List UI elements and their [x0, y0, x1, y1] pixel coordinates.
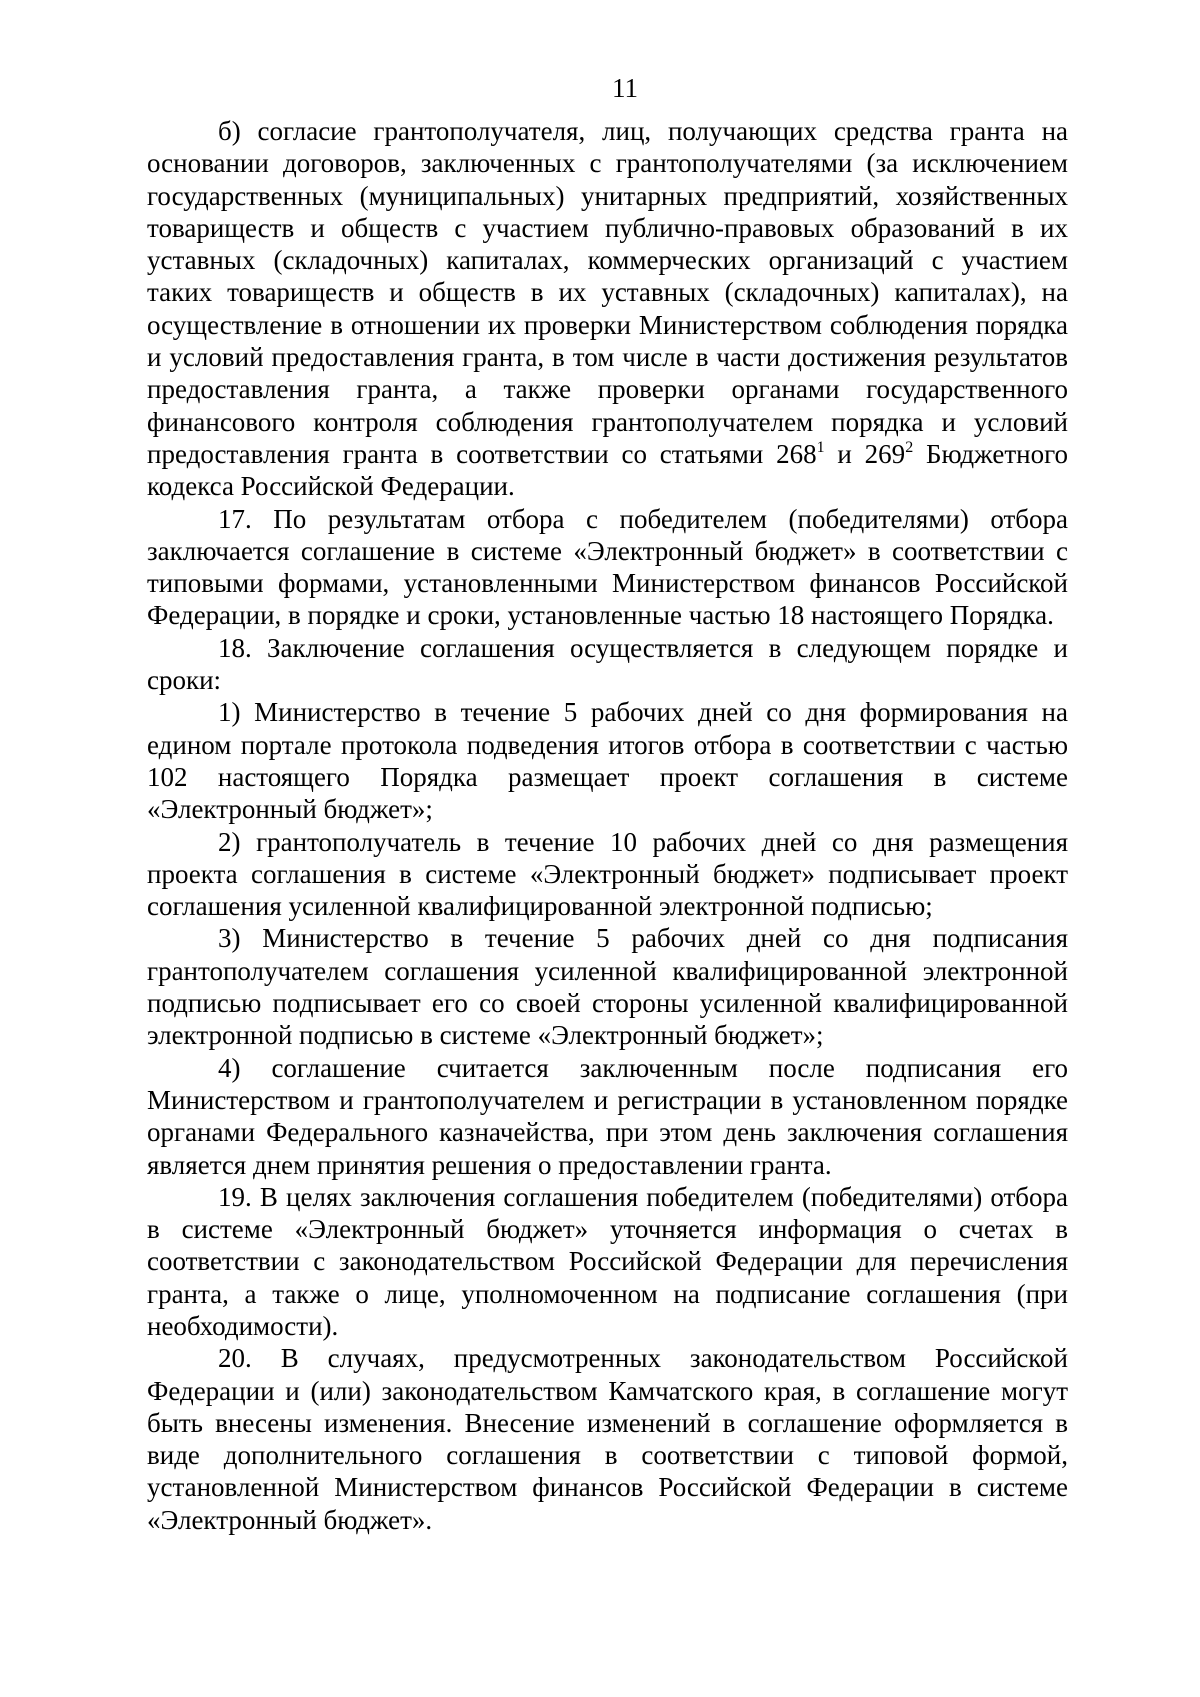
paragraph-20-amendments [147, 1342, 1068, 1536]
list-item-label: 1) [218, 697, 241, 728]
paragraph-label: б) [218, 116, 241, 146]
list-item-text: Министерство в течение 5 рабочих дней со дня подписания грантополучателем соглашения усиленной квалифицированной электронной подписью подписывает его со своей стороны усиленной квалифицированной электронной подписью в системе «Электронный бюджет»; [147, 923, 1068, 1051]
paragraph-label: 20. [218, 1343, 252, 1374]
paragraph-text: согласие грантополучателя, лиц, получающих средства гранта на основании договоров, заключенных с грантополучателями (за исключением государственных (муниципальных) унитарных предприятий, хозяйственных товариществ и обществ с участием публично-правовых образований в их уставных (складочных) капиталах, коммерческих организаций с участием таких товариществ и обществ в их уставных (складочных) капиталах), на осуществление в отношении их проверки Министерством соблюдения порядка и условий предоставления гранта, в том числе в части достижения результатов предоставления гранта, а также проверки органами государственного финансового контроля соблюдения грантополучателем порядка и условий предоставления гранта в соответствии со статьями 268 [147, 116, 1069, 469]
paragraph-text: По результатам отбора с победителем (победителями) отбора заключается соглашение в системе «Электронный бюджет» в соответствии с типовыми формами, установленными Министерством финансов Российской Федерации, в порядке и сроки, установленные частью 18 настоящего Порядка. [147, 503, 1069, 631]
list-item-3 [147, 922, 1068, 1051]
paragraph-tail-text: Бюджетного кодекса Российской Федерации. [147, 438, 1068, 502]
paragraph-b-consent [147, 115, 1068, 503]
list-item-1 [147, 696, 1068, 825]
list-item-label: 3) [218, 923, 241, 954]
list-item-label: 2) [218, 826, 241, 857]
paragraph-label: 18. [218, 632, 252, 663]
list-item-4 [147, 1052, 1068, 1181]
list-item-text: Министерство в течение 5 рабочих дней со дня формирования на едином портале протокола подведения итогов отбора в соответствии с частью 102 настоящего Порядка размещает проект соглашения в системе «Электронный бюджет»; [147, 697, 1068, 825]
article-joiner-text: и 269 [824, 438, 906, 469]
paragraph-label: 17. [218, 503, 252, 534]
paragraph-text: В случаях, предусмотренных законодательством Российской Федерации и (или) законодательством Камчатского края, в соглашение могут быть внесены изменения. Внесение изменений в соглашение оформляется в виде дополнительного соглашения в соответствии с типовой формой, установленной Министерством финансов Российской Федерации в системе «Электронный бюджет». [147, 1343, 1068, 1535]
article-superscript: 2 [905, 438, 914, 456]
paragraph-18-procedure [147, 632, 1068, 697]
article-superscript: 1 [816, 438, 825, 456]
paragraph-17-agreement [147, 503, 1068, 632]
list-item-label: 4) [218, 1052, 241, 1083]
paragraph-text: В целях заключения соглашения победителем (победителями) отбора в системе «Электронный бюджет» уточняется информация о счетах в соответствии с законодательством Российской Федерации для перечисления гранта, а также о лице, уполномоченном на подписание соглашения (при необходимости). [147, 1181, 1069, 1341]
paragraph-text: Заключение соглашения осуществляется в следующем порядке и сроки: [147, 632, 1069, 696]
list-item-2 [147, 826, 1068, 923]
paragraph-19-account-information [147, 1181, 1068, 1342]
list-item-text: соглашение считается заключенным после подписания его Министерством и грантополучателем и регистрации в установленном порядке органами Федерального казначейства, при этом день заключения соглашения является днем принятия решения о предоставлении гранта. [147, 1052, 1069, 1180]
page-number: 11 [612, 73, 638, 103]
paragraph-label: 19. [218, 1181, 252, 1212]
list-item-text: грантополучатель в течение 10 рабочих дней со дня размещения проекта соглашения в системе «Электронный бюджет» подписывает проект соглашения усиленной квалифицированной электронной подписью; [147, 826, 1068, 922]
document-body [147, 115, 1068, 1536]
